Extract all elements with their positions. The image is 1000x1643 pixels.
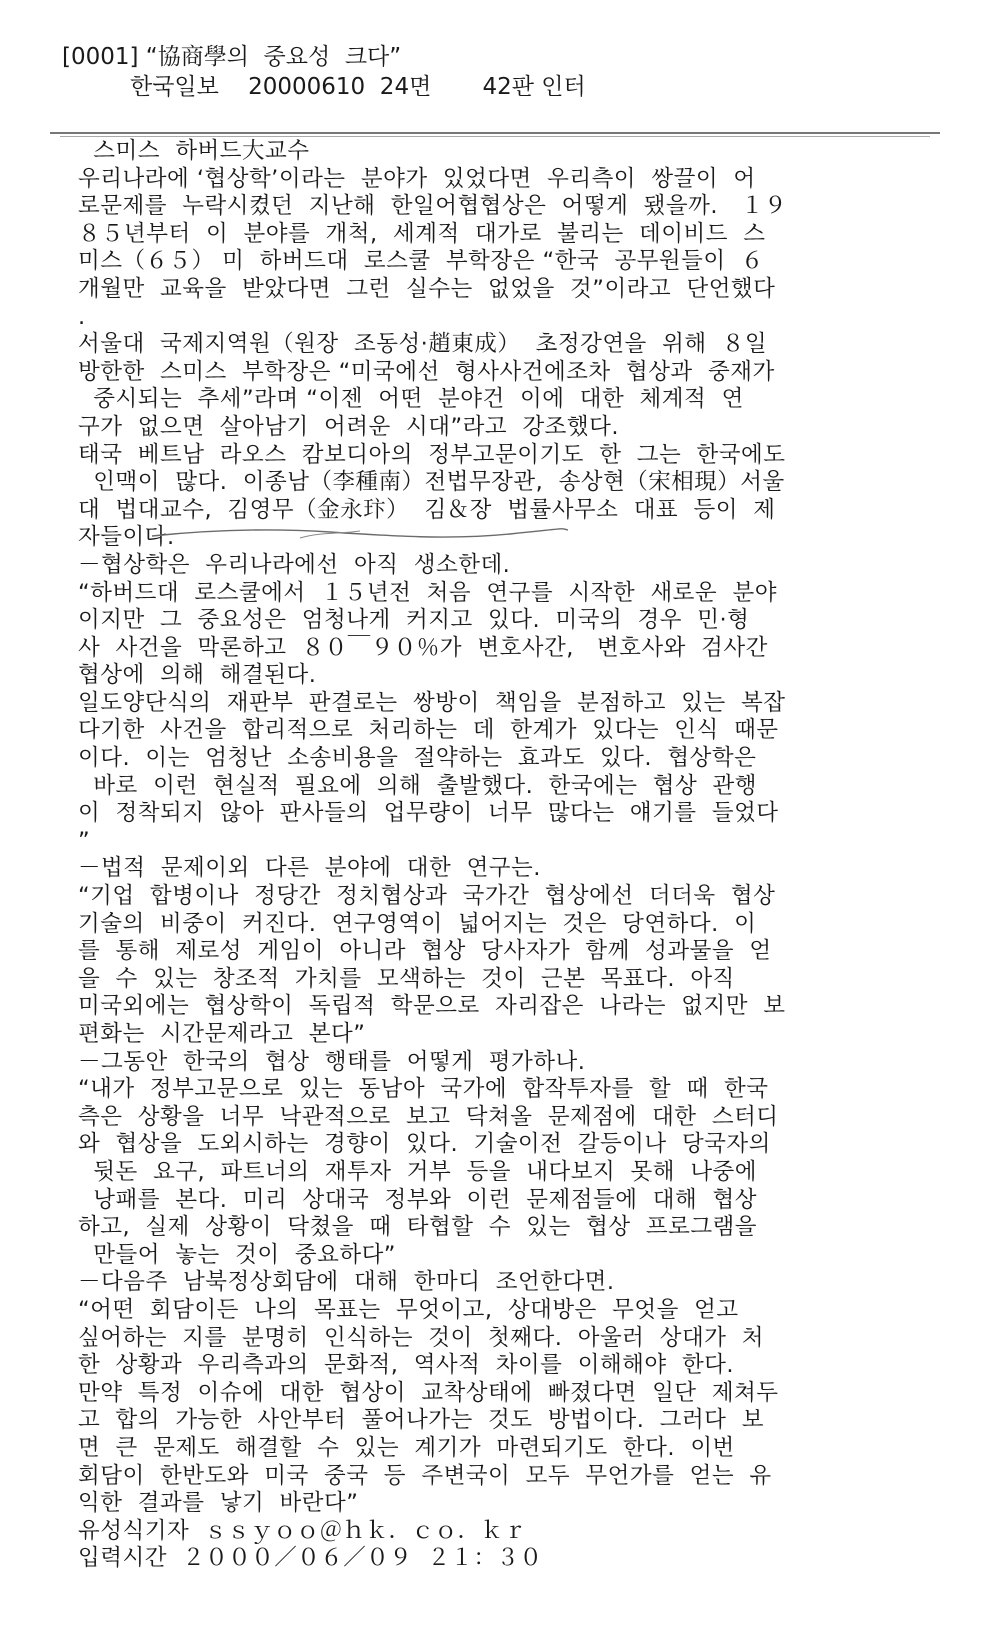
article-line: 면 큰 문제도 해결할 수 있는 계기가 마련되기도 한다. 이번 xyxy=(78,1434,735,1461)
article-line: 중시되는 추세”라며 “이젠 어떤 분야건 이에 대한 체계적 연 xyxy=(78,386,744,413)
article-line: 편화는 시간문제라고 본다” xyxy=(78,1021,366,1047)
article-line: ” xyxy=(78,827,91,854)
article-line: 바로 이런 현실적 필요에 의해 출발했다. 한국에는 협상 관행 xyxy=(78,772,758,799)
document-header xyxy=(62,42,586,102)
article-line: 인맥이 많다. 이종남（李種南）전법무장관, 송상현（宋相現）서울 xyxy=(78,469,785,496)
publication-info: 한국일보 20000610 24면 42판 인터 xyxy=(130,74,586,100)
article-line: 서울대 국제지역원（원장 조동성·趙東成） 초정강연을 위해 ８일 xyxy=(78,331,768,358)
article-line: 구가 없으면 살아남기 어려운 시대”라고 강조했다. xyxy=(78,413,620,440)
article-line: 협상에 의해 해결된다. xyxy=(78,662,317,689)
article-line: 사 사건을 막론하고 ８０￣９０％가 변호사간, 변호사와 검사간 xyxy=(78,634,768,661)
article-line: 한 상황과 우리측과의 문화적, 역사적 차이를 이해해야 한다. xyxy=(78,1352,735,1379)
article-line: 자들이다. xyxy=(78,524,175,551)
article-line: 우리나라에 ‘협상학’이라는 분야가 있었다면 우리측이 쌍끌이 어 xyxy=(78,165,756,192)
article-line: －그동안 한국의 협상 행태를 어떻게 평가하나. xyxy=(78,1048,586,1075)
article-line: 미스（６５） 미 하버드대 로스쿨 부학장은 “한국 공무원들이 ６ xyxy=(78,248,764,275)
article-line: 다기한 사건을 합리적으로 처리하는 데 한계가 있다는 인식 때문 xyxy=(78,717,779,744)
header-divider xyxy=(50,132,940,134)
article-body xyxy=(78,138,918,1573)
article-line: “하버드대 로스쿨에서 １５년전 처음 연구를 시작한 새로운 분야 xyxy=(78,579,777,606)
article-line: . xyxy=(78,303,86,330)
article-line: 대 법대교수, 김영무（金永玣） 김＆장 법률사무소 대표 등이 제 xyxy=(78,496,776,523)
article-line: 하고, 실제 상황이 닥쳤을 때 타협할 수 있는 협상 프로그램을 xyxy=(78,1214,758,1241)
article-line: 입력시간 ２０００／０６／０９ ２１：３０ xyxy=(78,1545,543,1572)
pen-scribble-mark xyxy=(150,518,570,548)
article-line: 익한 결과를 낳기 바란다” xyxy=(78,1490,359,1517)
article-line: 로문제를 누락시켰던 지난해 한일어협협상은 어떻게 됐을까. １９ xyxy=(78,193,788,220)
article-line: 을 수 있는 창조적 가치를 모색하는 것이 근본 목표다. 아직 xyxy=(78,965,735,992)
header-divider-inner xyxy=(60,136,930,137)
article-line: －협상학은 우리나라에선 아직 생소한데. xyxy=(78,551,511,578)
article-line: 뒷돈 요구, 파트너의 재투자 거부 등을 내다보지 못해 나중에 xyxy=(78,1158,758,1185)
article-line: 태국 베트남 라오스 캄보디아의 정부고문이기도 한 그는 한국에도 xyxy=(78,441,786,468)
article-line: 만들어 놓는 것이 중요하다” xyxy=(78,1241,396,1268)
article-line: 기술의 비중이 커진다. 연구영역이 넓어지는 것은 당연하다. 이 xyxy=(78,910,757,937)
article-line: 이다. 이는 엄청난 소송비용을 절약하는 효과도 있다. 협상학은 xyxy=(78,745,757,772)
article-line: 개월만 교육을 받았다면 그런 실수는 없었을 것”이라고 단언했다 xyxy=(78,275,776,302)
article-line: “내가 정부고문으로 있는 동남아 국가에 합작투자를 할 때 한국 xyxy=(78,1076,769,1103)
article-line: 유성식기자 ｓｓｙｏｏ＠ｈｋ．ｃｏ．ｋｒ xyxy=(78,1517,527,1544)
article-line: 만약 특정 이슈에 대한 협상이 교착상태에 빠졌다면 일단 제쳐두 xyxy=(78,1379,779,1406)
article-line: －다음주 남북정상회담에 대해 한마디 조언한다면. xyxy=(78,1269,615,1296)
article-line: 스미스 하버드大교수 xyxy=(78,138,310,164)
article-line: 를 통해 제로성 게임이 아니라 협상 당사자가 함께 성과물을 얻 xyxy=(78,938,772,965)
article-line: 일도양단식의 재판부 판결로는 쌍방이 책임을 분점하고 있는 복잡 xyxy=(78,689,786,716)
article-line: 회담이 한반도와 미국 중국 등 주변국이 모두 무언가를 얻는 유 xyxy=(78,1462,772,1489)
article-line: “기업 합병이나 정당간 정치협상과 국가간 협상에선 더더욱 협상 xyxy=(78,883,776,910)
article-line: 와 협상을 도외시하는 경향이 있다. 기술이전 갈등이나 당국자의 xyxy=(78,1131,771,1158)
article-line: 방한한 스미스 부학장은 “미국에선 형사사건에조차 협상과 중재가 xyxy=(78,358,775,385)
document-title: [0001] “協商學의 중요성 크다” xyxy=(62,44,402,70)
article-line: －법적 문제이외 다른 분야에 대한 연구는. xyxy=(78,855,541,882)
article-line: 이지만 그 중요성은 엄청나게 커지고 있다. 미국의 경우 민·형 xyxy=(78,607,750,634)
article-line: 이 정착되지 않아 판사들의 업무량이 너무 많다는 얘기를 들었다 xyxy=(78,800,779,827)
article-line: 미국외에는 협상학이 독립적 학문으로 자리잡은 나라는 없지만 보 xyxy=(78,993,786,1020)
article-line: 측은 상황을 너무 낙관적으로 보고 닥쳐올 문제점에 대한 스터디 xyxy=(78,1103,779,1130)
article-line: 고 합의 가능한 사안부터 풀어나가는 것도 방법이다. 그러다 보 xyxy=(78,1407,764,1434)
article-line: 싶어하는 지를 분명히 인식하는 것이 첫째다. 아울러 상대가 처 xyxy=(78,1324,764,1351)
article-line: 낭패를 본다. 미리 상대국 정부와 이런 문제점들에 대해 협상 xyxy=(78,1186,758,1213)
article-line: ８５년부터 이 분야를 개척, 세계적 대가로 불리는 데이비드 스 xyxy=(78,220,766,247)
article-line: “어떤 회담이든 나의 목표는 무엇이고, 상대방은 무엇을 얻고 xyxy=(78,1296,739,1323)
